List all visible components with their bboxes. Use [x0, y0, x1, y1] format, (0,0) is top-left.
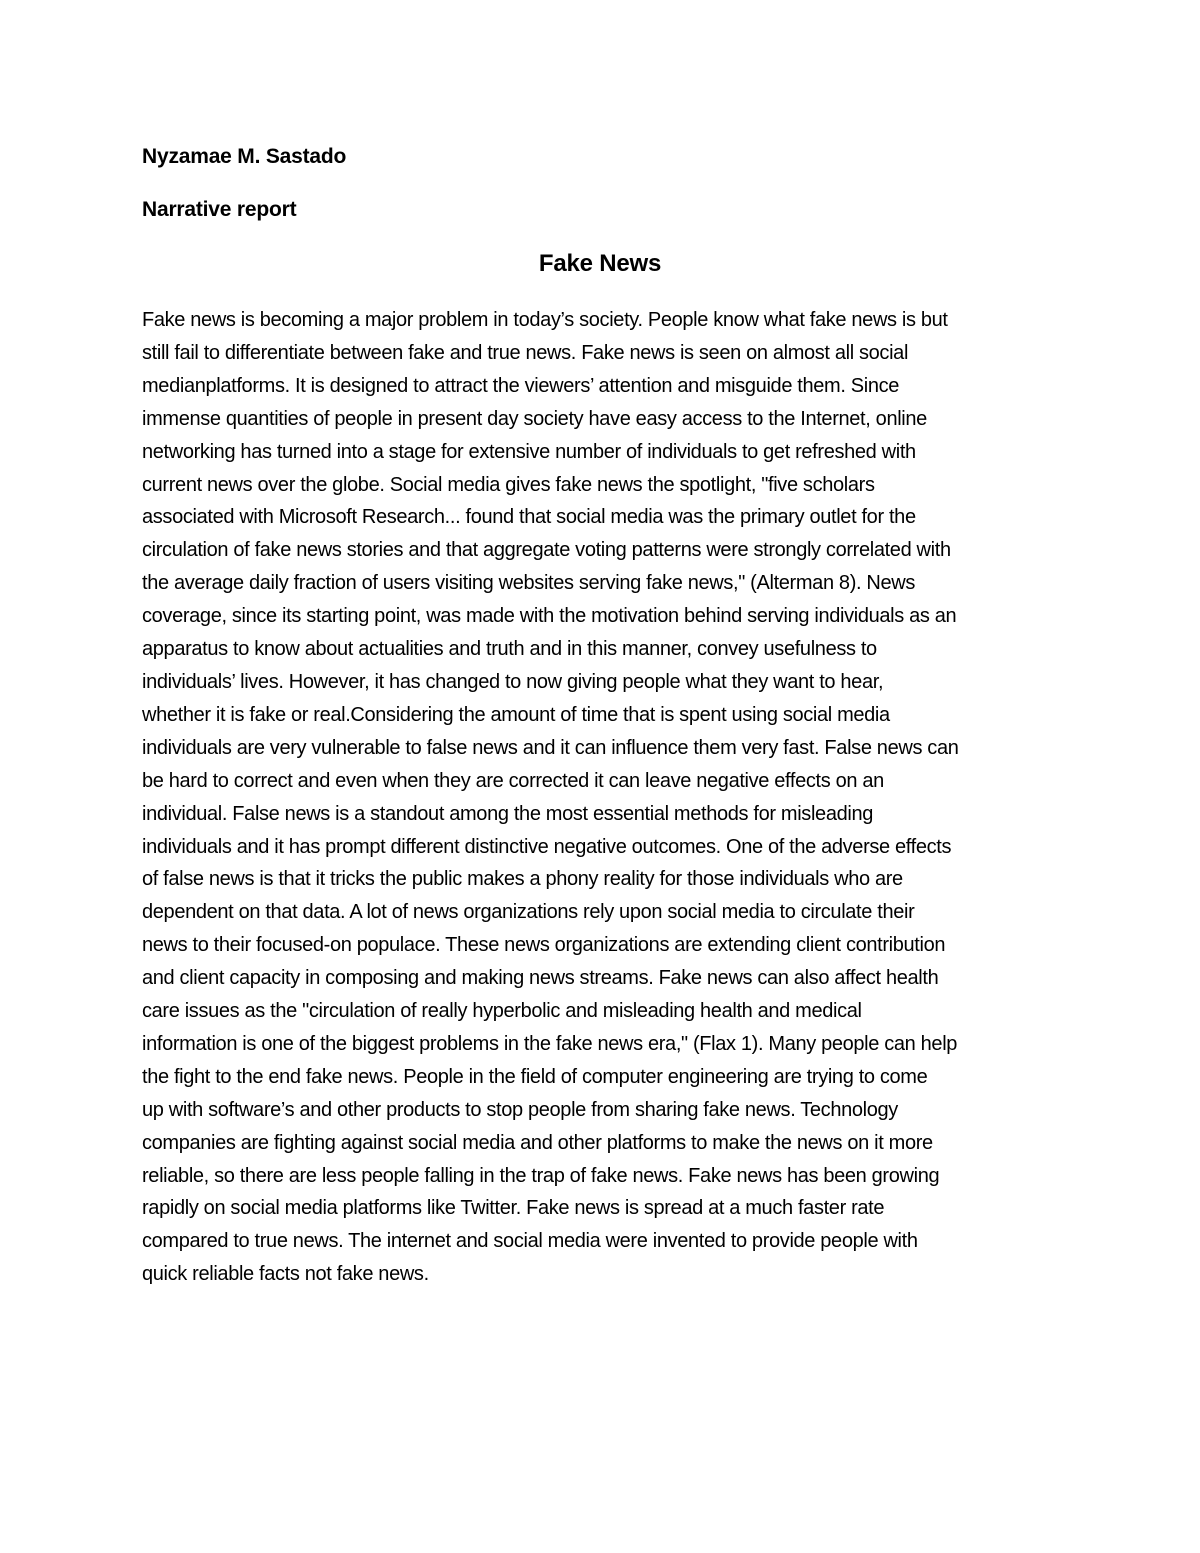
paragraph-line: news to their focused-on populace. These news organizations are extending client contribution: [142, 934, 946, 957]
paragraph-line: be hard to correct and even when they are corrected it can leave negative effects on an: [142, 769, 884, 792]
paragraph-line: and client capacity in composing and making news streams. Fake news can also affect health: [142, 967, 939, 990]
paragraph-line: of false news is that it tricks the public makes a phony reality for those individuals who are: [142, 868, 903, 891]
paragraph-line: care issues as the "circulation of really hyperbolic and misleading health and medical: [142, 1000, 862, 1023]
paragraph-line: still fail to differentiate between fake and true news. Fake news is seen on almost all social: [142, 341, 909, 364]
paragraph-line: Fake news is becoming a major problem in today’s society. People know what fake news is but: [142, 309, 948, 331]
author-name: Nyzamae M. Sastado: [142, 145, 347, 168]
body-paragraph: [142, 304, 1062, 1291]
paragraph-line: individual. False news is a standout among the most essential methods for misleading: [142, 802, 874, 825]
paragraph-line: whether it is fake or real.Considering the amount of time that is spent using social media: [142, 703, 890, 726]
paragraph-line: associated with Microsoft Research... found that social media was the primary outlet for the: [142, 506, 916, 529]
paragraph-line: the average daily fraction of users visiting websites serving fake news," (Alterman 8). News: [142, 572, 916, 595]
paragraph-line: networking has turned into a stage for extensive number of individuals to get refreshed with: [142, 440, 916, 463]
paragraph-line: current news over the globe. Social media gives fake news the spotlight, "five scholars: [142, 473, 875, 496]
paragraph-line: rapidly on social media platforms like Twitter. Fake news is spread at a much faster rate: [142, 1197, 885, 1220]
paragraph-line: companies are fighting against social media and other platforms to make the news on it more: [142, 1131, 933, 1154]
report-type: Narrative report: [142, 198, 297, 221]
paragraph-line: individuals’ lives. However, it has changed to now giving people what they want to hear,: [142, 670, 884, 693]
paragraph-line: medianplatforms. It is designed to attract the viewers’ attention and misguide them. Since: [142, 374, 900, 397]
paragraph-line: up with software’s and other products to stop people from sharing fake news. Technology: [142, 1098, 898, 1121]
paragraph-line: information is one of the biggest problems in the fake news era," (Flax 1). Many people can help: [142, 1032, 958, 1055]
paragraph-line: the fight to the end fake news. People in the field of computer engineering are trying to come: [142, 1065, 928, 1088]
paragraph-line: dependent on that data. A lot of news organizations rely upon social media to circulate their: [142, 901, 915, 924]
paragraph-line: compared to true news. The internet and social media were invented to provide people with: [142, 1230, 918, 1253]
paragraph-line: apparatus to know about actualities and truth and in this manner, convey usefulness to: [142, 638, 877, 661]
paragraph-line: reliable, so there are less people falling in the trap of fake news. Fake news has been growing: [142, 1164, 940, 1187]
paragraph-line: quick reliable facts not fake news.: [142, 1263, 429, 1286]
document-title: Fake News: [538, 250, 662, 277]
paragraph-line: immense quantities of people in present day society have easy access to the Internet, online: [142, 407, 927, 430]
paragraph-line: coverage, since its starting point, was made with the motivation behind serving individuals as an: [142, 605, 957, 628]
paragraph-line: circulation of fake news stories and that aggregate voting patterns were strongly correlated with: [142, 539, 951, 562]
paragraph-line: individuals are very vulnerable to false news and it can influence them very fast. False news can: [142, 736, 959, 759]
paragraph-line: individuals and it has prompt different distinctive negative outcomes. One of the adverse effects: [142, 835, 952, 858]
